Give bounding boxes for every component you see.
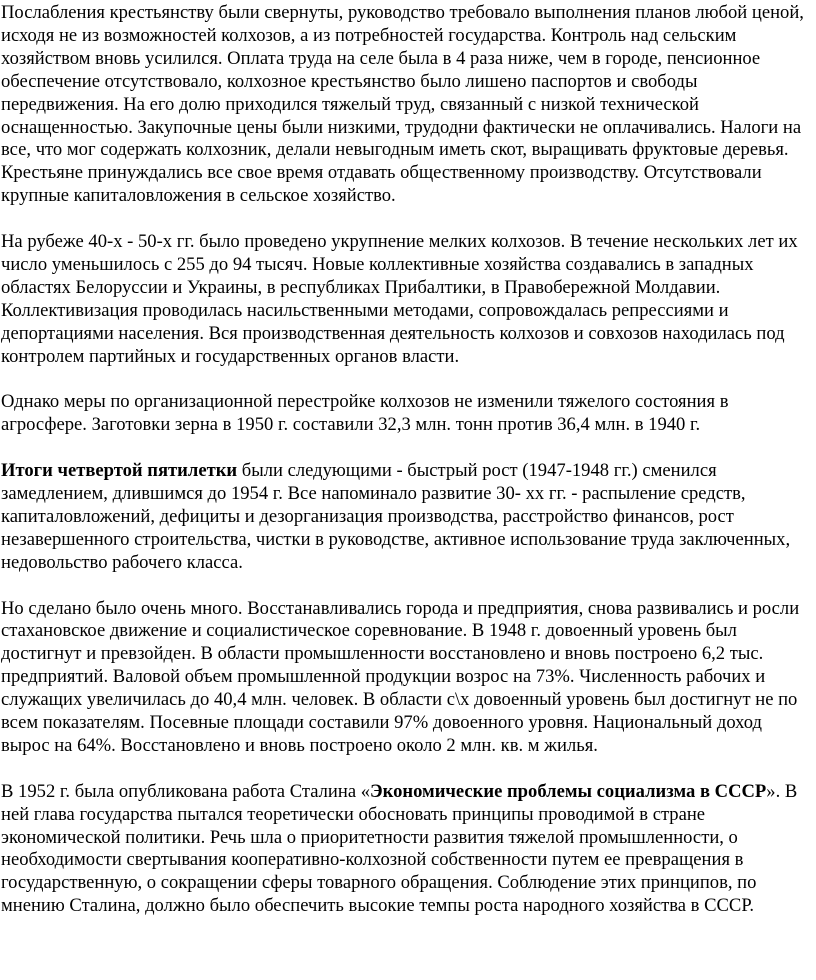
- paragraph-text: были следующими - быстрый рост (1947-1948 гг.) сменился замедлением, длившимся до 1954 г. Все напоминало развитие 30- хх гг. - распыление средств, капиталовложений, дефициты и дезорганизация производства, расстройство финансов, рост незавершенного строительства, чистки в руководстве, активное использование труда заключенных, недовольство рабочего класса.: [1, 460, 791, 573]
- paragraph-peasantry: Послабления крестьянству были свернуты, руководство требовало выполнения планов любой ценой, исходя не из возможностей колхозов, а из потребностей государства. Контроль над сельским хозяйством вновь усилился. Оплата труда на селе была в 4 раза ниже, чем в городе, пенсионное обеспечение отсутствовало, колхозное крестьянство было лишено паспортов и свободы передвижения. На его долю приходился тяжелый труд, связанный с низкой технической оснащенностью. Закупочные цены были низкими, трудодни фактически не оплачивались. Налоги на все, что мог содержать колхозник, делали невыгодным иметь скот, выращивать фруктовые деревья. Крестьяне принуждались все свое время отдавать общественному производству. Отсутствовали крупные капиталовложения в сельское хозяйство.: [1, 2, 804, 207]
- bold-work-title: Экономические проблемы социализма в СССР: [370, 780, 767, 802]
- paragraph-achievements: Но сделано было очень много. Восстанавливались города и предприятия, снова развивались и росли стахановское движение и социалистическое соревнование. В 1948 г. довоенный уровень был достигнут и превзойден. В области промышленности восстановлено и вновь построено 6,2 тыс. предприятий. Валовой объем промышленной продукции возрос на 73%. Численность рабочих и служащих увеличилась до 40,4 млн. человек. В области с\х довоенный уровень был достигнут не по всем показателям. Посевные площади составили 97% довоенного уровня. Национальный доход вырос на 64%. Восстановлено и вновь построено около 2 млн. кв. м жилья.: [1, 597, 800, 756]
- paragraph-stalin-work: [1, 781, 814, 918]
- paragraph-text: В 1952 г. была опубликована работа Сталина «: [1, 780, 371, 802]
- paragraph-agrosphere: Однако меры по организационной перестройке колхозов не изменили тяжелого состояния в агросфере. Заготовки зерна в 1950 г. составили 32,3 млн. тонн против 36,4 млн. в 1940 г.: [1, 391, 729, 436]
- paragraph-text: ». В ней глава государства пытался теоретически обосновать принципы проводимой в стране экономической политики. Речь шла о приоритетности развития тяжелой промышленности, о необходимости свертывания кооперативно-колхозной собственности путем ее превращения в государственную, о сокращении сферы товарного обращения. Соблюдение этих принципов, по мнению Сталина, должно было обеспечить высокие темпы роста народного хозяйства в СССР.: [1, 780, 798, 917]
- paragraph-five-year-plan-results: [1, 460, 814, 575]
- paragraph-kolkhoz-consolidation: На рубеже 40-х - 50-х гг. было проведено укрупнение мелких колхозов. В течение нескольких лет их число уменьшилось с 255 до 94 тысяч. Новые коллективные хозяйства создавались в западных областях Белоруссии и Украины, в республиках Прибалтики, в Правобережной Молдавии. Коллективизация проводилась насильственными методами, сопровождалась репрессиями и депортациями населения. Вся производственная деятельность колхозов и совхозов находилась под контролем партийных и государственных органов власти.: [1, 231, 798, 367]
- bold-heading-five-year-plan: Итоги четвертой пятилетки: [1, 460, 238, 482]
